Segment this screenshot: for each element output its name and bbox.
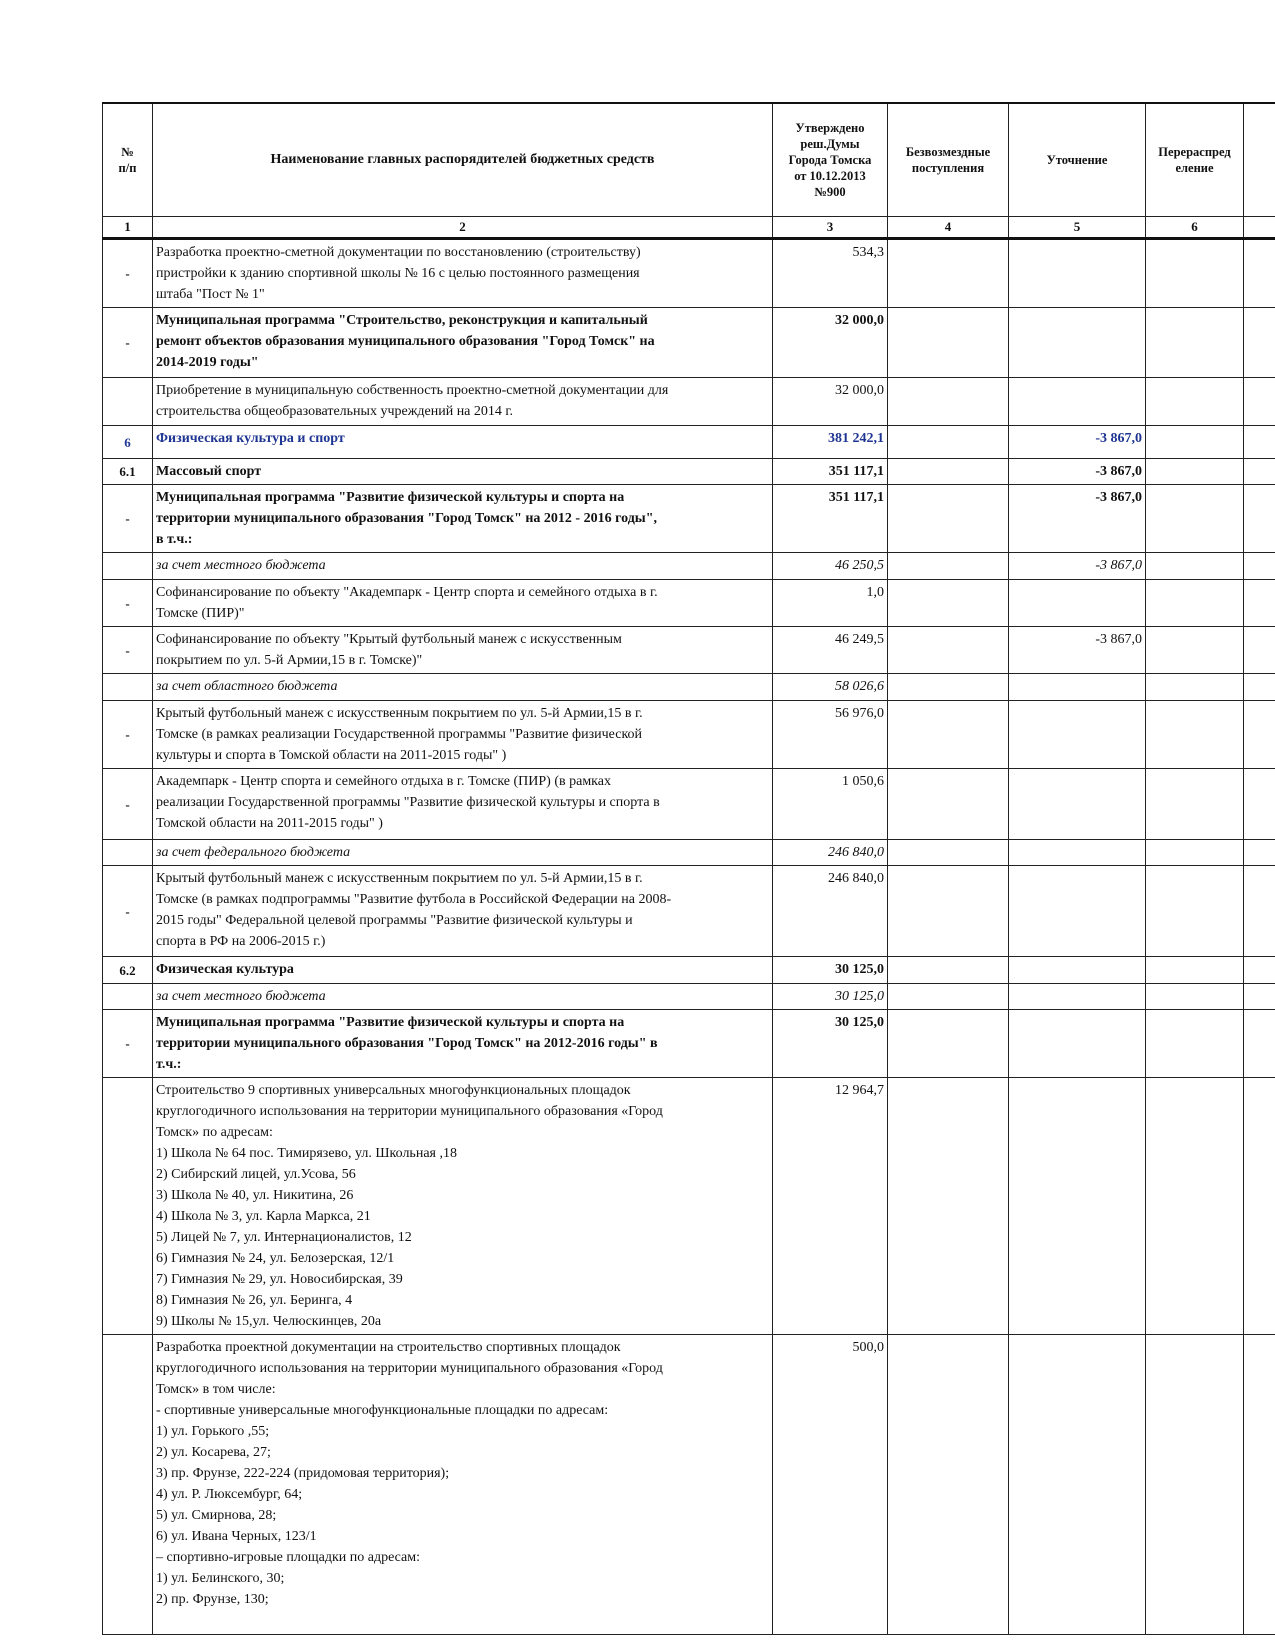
row-number	[103, 984, 153, 1010]
column-number-row	[103, 217, 1275, 239]
row-free-income	[888, 674, 1009, 701]
row-approved: 246 840,0	[773, 866, 888, 957]
row-number: 6.2	[103, 957, 153, 984]
row-redistribution	[1146, 957, 1244, 984]
row-redistribution	[1146, 866, 1244, 957]
row-free-income	[888, 553, 1009, 580]
col-number: 3	[773, 217, 888, 239]
row-description: за счет областного бюджета	[153, 674, 773, 701]
header-num: № п/п	[103, 103, 153, 217]
row-extra	[1244, 769, 1275, 840]
row-redistribution	[1146, 627, 1244, 674]
row-clarification: -3 867,0	[1009, 553, 1146, 580]
row-extra	[1244, 1078, 1275, 1335]
row-clarification	[1009, 1010, 1146, 1078]
row-description: Физическая культура	[153, 957, 773, 984]
table-row	[103, 1335, 1275, 1635]
col-number: 1	[103, 217, 153, 239]
row-approved: 1,0	[773, 580, 888, 627]
row-redistribution	[1146, 378, 1244, 426]
row-redistribution	[1146, 840, 1244, 866]
row-approved: 58 026,6	[773, 674, 888, 701]
row-approved: 46 250,5	[773, 553, 888, 580]
table-row	[103, 984, 1275, 1010]
row-free-income	[888, 627, 1009, 674]
row-free-income	[888, 426, 1009, 459]
row-extra	[1244, 459, 1275, 485]
row-extra	[1244, 378, 1275, 426]
col-number: 4	[888, 217, 1009, 239]
row-free-income	[888, 866, 1009, 957]
table-row	[103, 769, 1275, 840]
row-free-income	[888, 1335, 1009, 1635]
row-clarification	[1009, 701, 1146, 769]
row-description: Разработка проектно-сметной документации по восстановлению (строительству) пристройки к зданию спортивной школы № 16 с целью постоянного размещения штаба "Пост № 1"	[153, 239, 773, 308]
row-approved: 46 249,5	[773, 627, 888, 674]
row-description: Строительство 9 спортивных универсальных многофункциональных площадок круглогодичного использования на территории муниципального образования «Город Томск» по адресам: 1) Школа № 64 пос. Тимирязево, ул. Школьная ,18 2) Сибирский лицей, ул.Усова, 56 3) Школа № 40, ул. Никитина, 26 4) Школа № 3, ул. Карла Маркса, 21 5) Лицей № 7, ул. Интернационалистов, 12 6) Гимназия № 24, ул. Белозерская, 12/1 7) Гимназия № 29, ул. Новосибирская, 39 8) Гимназия № 26, ул. Беринга, 4 9) Школы № 15,ул. Челюскинцев, 20а	[153, 1078, 773, 1335]
row-extra	[1244, 426, 1275, 459]
table-row	[103, 459, 1275, 485]
row-description: Муниципальная программа "Развитие физической культуры и спорта на территории муниципального образования "Город Томск" на 2012-2016 годы" в т.ч.:	[153, 1010, 773, 1078]
row-extra	[1244, 984, 1275, 1010]
table-row	[103, 308, 1275, 378]
row-clarification: -3 867,0	[1009, 426, 1146, 459]
row-extra	[1244, 674, 1275, 701]
row-extra	[1244, 485, 1275, 553]
table-row	[103, 553, 1275, 580]
row-free-income	[888, 1010, 1009, 1078]
row-approved: 56 976,0	[773, 701, 888, 769]
row-free-income	[888, 840, 1009, 866]
col-number: 5	[1009, 217, 1146, 239]
row-free-income	[888, 769, 1009, 840]
row-number	[103, 674, 153, 701]
row-description: Крытый футбольный манеж с искусственным покрытием по ул. 5-й Армии,15 в г. Томске (в рамках подпрограммы "Развитие футбола в Российской Федерации на 2008- 2015 годы" Федеральной целевой программы "Развитие физической культуры и спорта в РФ на 2006-2015 г.)	[153, 866, 773, 957]
row-description: за счет местного бюджета	[153, 984, 773, 1010]
row-free-income	[888, 701, 1009, 769]
row-clarification	[1009, 239, 1146, 308]
header-redistribution: Перераспред еление	[1146, 103, 1244, 217]
row-number: -	[103, 485, 153, 553]
row-number	[103, 1078, 153, 1335]
row-free-income	[888, 957, 1009, 984]
row-number: -	[103, 769, 153, 840]
row-approved: 381 242,1	[773, 426, 888, 459]
row-free-income	[888, 485, 1009, 553]
row-number	[103, 1335, 153, 1635]
col-number	[1244, 217, 1275, 239]
row-clarification	[1009, 308, 1146, 378]
row-approved: 30 125,0	[773, 957, 888, 984]
row-number: -	[103, 866, 153, 957]
row-approved: 534,3	[773, 239, 888, 308]
row-extra	[1244, 1010, 1275, 1078]
row-free-income	[888, 580, 1009, 627]
row-redistribution	[1146, 308, 1244, 378]
table-row	[103, 426, 1275, 459]
row-approved: 30 125,0	[773, 1010, 888, 1078]
row-redistribution	[1146, 239, 1244, 308]
row-number	[103, 840, 153, 866]
row-extra	[1244, 866, 1275, 957]
table-row	[103, 627, 1275, 674]
row-description: Массовый спорт	[153, 459, 773, 485]
row-number: -	[103, 1010, 153, 1078]
row-clarification	[1009, 840, 1146, 866]
row-approved: 246 840,0	[773, 840, 888, 866]
row-description: Муниципальная программа "Развитие физической культуры и спорта на территории муниципального образования "Город Томск" на 2012 - 2016 годы", в т.ч.:	[153, 485, 773, 553]
table-row	[103, 957, 1275, 984]
row-free-income	[888, 378, 1009, 426]
row-number: -	[103, 239, 153, 308]
row-description: Софинансирование по объекту "Академпарк - Центр спорта и семейного отдыха в г. Томске (ПИР)"	[153, 580, 773, 627]
row-redistribution	[1146, 769, 1244, 840]
table-row	[103, 378, 1275, 426]
table-row	[103, 239, 1275, 308]
row-number: -	[103, 308, 153, 378]
row-description: Софинансирование по объекту "Крытый футбольный манеж с искусственным покрытием по ул. 5-й Армии,15 в г. Томске)"	[153, 627, 773, 674]
budget-table-sheet	[102, 102, 1275, 1650]
row-clarification: -3 867,0	[1009, 459, 1146, 485]
table-row	[103, 1078, 1275, 1335]
row-redistribution	[1146, 580, 1244, 627]
row-description: Крытый футбольный манеж с искусственным покрытием по ул. 5-й Армии,15 в г. Томске (в рамках реализации Государственной программы "Развитие физической культуры и спорта в Томской области на 2011-2015 годы" )	[153, 701, 773, 769]
row-approved: 32 000,0	[773, 308, 888, 378]
row-extra	[1244, 580, 1275, 627]
row-redistribution	[1146, 426, 1244, 459]
row-number: -	[103, 701, 153, 769]
row-clarification	[1009, 580, 1146, 627]
col-number: 6	[1146, 217, 1244, 239]
row-redistribution	[1146, 459, 1244, 485]
row-extra	[1244, 308, 1275, 378]
row-extra	[1244, 840, 1275, 866]
row-clarification	[1009, 378, 1146, 426]
table-row	[103, 701, 1275, 769]
row-extra	[1244, 627, 1275, 674]
header-approved: Утверждено реш.Думы Города Томска от 10.12.2013 №900	[773, 103, 888, 217]
row-number: 6	[103, 426, 153, 459]
row-free-income	[888, 984, 1009, 1010]
row-number: -	[103, 627, 153, 674]
col-number: 2	[153, 217, 773, 239]
row-description: Муниципальная программа "Строительство, реконструкция и капитальный ремонт объектов образования муниципального образования "Город Томск" на 2014-2019 годы"	[153, 308, 773, 378]
header-free-income: Безвозмездные поступления	[888, 103, 1009, 217]
row-number	[103, 378, 153, 426]
row-redistribution	[1146, 1010, 1244, 1078]
row-description: за счет федерального бюджета	[153, 840, 773, 866]
budget-table	[102, 102, 1275, 1635]
row-approved: 1 050,6	[773, 769, 888, 840]
header-clarification: Уточнение	[1009, 103, 1146, 217]
row-clarification	[1009, 1335, 1146, 1635]
row-extra	[1244, 553, 1275, 580]
row-approved: 32 000,0	[773, 378, 888, 426]
row-description: Физическая культура и спорт	[153, 426, 773, 459]
table-body	[103, 239, 1275, 1635]
row-extra	[1244, 701, 1275, 769]
row-approved: 12 964,7	[773, 1078, 888, 1335]
row-clarification	[1009, 957, 1146, 984]
row-free-income	[888, 308, 1009, 378]
row-description: за счет местного бюджета	[153, 553, 773, 580]
row-approved: 500,0	[773, 1335, 888, 1635]
row-free-income	[888, 1078, 1009, 1335]
row-redistribution	[1146, 553, 1244, 580]
row-description: Приобретение в муниципальную собственность проектно-сметной документации для строительства общеобразовательных учреждений на 2014 г.	[153, 378, 773, 426]
header-extra	[1244, 103, 1275, 217]
row-clarification: -3 867,0	[1009, 627, 1146, 674]
header-row	[103, 103, 1275, 217]
header-name: Наименование главных распорядителей бюджетных средств	[153, 103, 773, 217]
table-row	[103, 1010, 1275, 1078]
row-redistribution	[1146, 485, 1244, 553]
table-row	[103, 674, 1275, 701]
row-clarification	[1009, 769, 1146, 840]
row-redistribution	[1146, 1078, 1244, 1335]
table-row	[103, 580, 1275, 627]
row-redistribution	[1146, 674, 1244, 701]
table-row	[103, 866, 1275, 957]
row-redistribution	[1146, 701, 1244, 769]
row-free-income	[888, 239, 1009, 308]
row-redistribution	[1146, 984, 1244, 1010]
row-approved: 30 125,0	[773, 984, 888, 1010]
row-description: Академпарк - Центр спорта и семейного отдыха в г. Томске (ПИР) (в рамках реализации Государственной программы "Развитие физической культуры и спорта в Томской области на 2011-2015 годы" )	[153, 769, 773, 840]
row-number: -	[103, 580, 153, 627]
row-redistribution	[1146, 1335, 1244, 1635]
row-number	[103, 553, 153, 580]
row-extra	[1244, 1335, 1275, 1635]
row-clarification	[1009, 866, 1146, 957]
row-approved: 351 117,1	[773, 459, 888, 485]
row-description: Разработка проектной документации на строительство спортивных площадок круглогодичного использования на территории муниципального образования «Город Томск» в том числе: - спортивные универсальные многофункциональные площадки по адресам: 1) ул. Горького ,55; 2) ул. Косарева, 27; 3) пр. Фрунзе, 222-224 (придомовая территория); 4) ул. Р. Люксембург, 64; 5) ул. Смирнова, 28; 6) ул. Ивана Черных, 123/1 – спортивно-игровые площадки по адресам: 1) ул. Белинского, 30; 2) пр. Фрунзе, 130;	[153, 1335, 773, 1635]
row-clarification	[1009, 674, 1146, 701]
table-row	[103, 485, 1275, 553]
row-clarification	[1009, 1078, 1146, 1335]
row-extra	[1244, 957, 1275, 984]
row-number: 6.1	[103, 459, 153, 485]
row-approved: 351 117,1	[773, 485, 888, 553]
row-extra	[1244, 239, 1275, 308]
row-clarification	[1009, 984, 1146, 1010]
row-free-income	[888, 459, 1009, 485]
row-clarification: -3 867,0	[1009, 485, 1146, 553]
table-row	[103, 840, 1275, 866]
